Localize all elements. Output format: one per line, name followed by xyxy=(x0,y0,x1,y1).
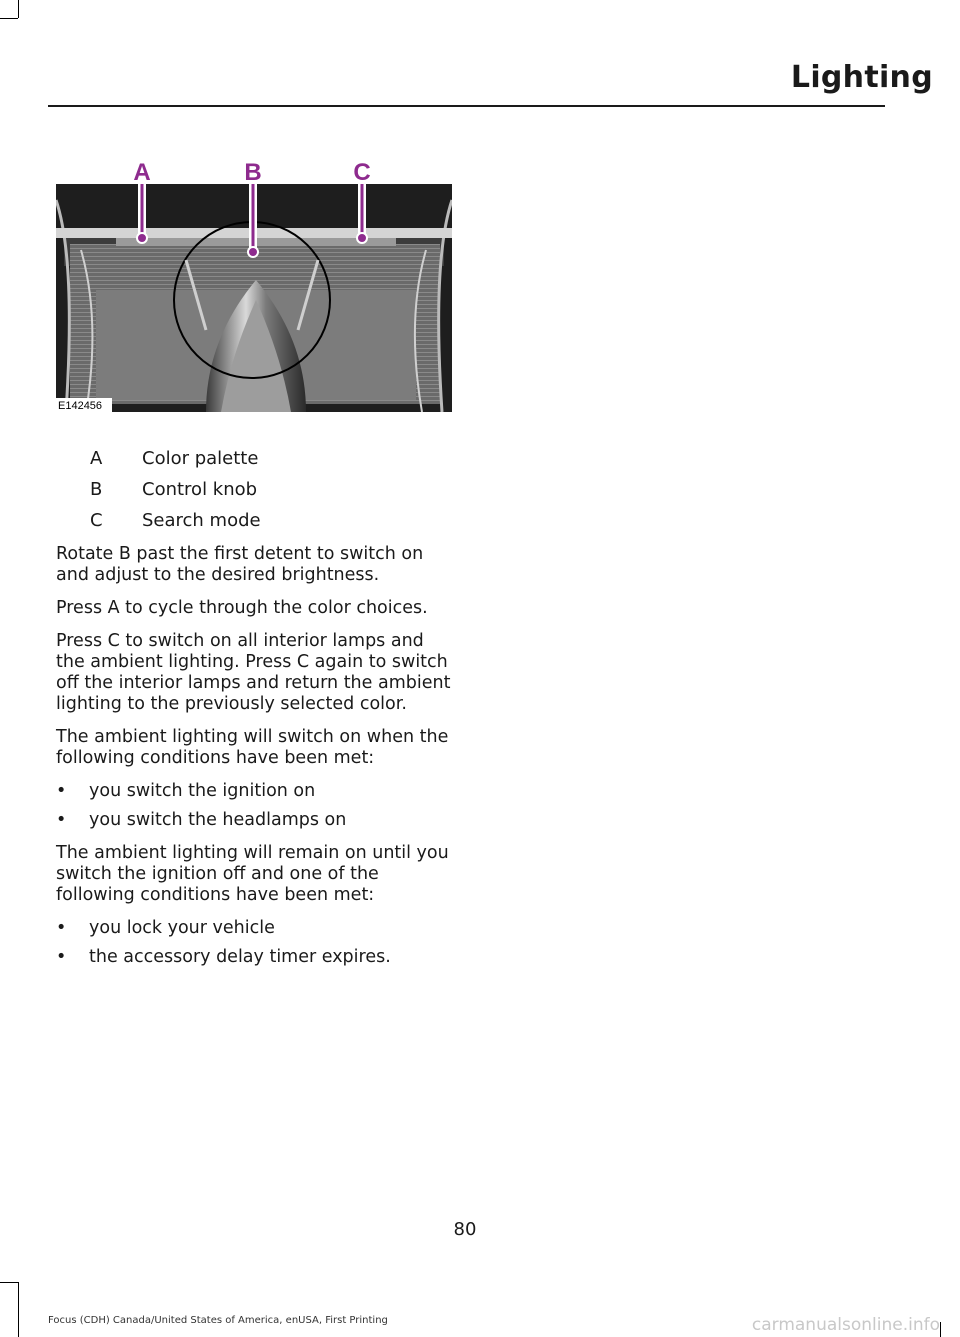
watermark: carmanualsonline.info xyxy=(751,1315,940,1335)
crop-mark-bottom-right-v xyxy=(940,1322,941,1337)
body-text xyxy=(56,544,452,976)
paragraph-switch-on-conditions: The ambient lighting will switch on when the following conditions have been met: xyxy=(56,727,449,768)
legend-key: B xyxy=(90,479,103,500)
legend-label: Control knob xyxy=(142,479,258,500)
list-item-text: the accessory delay timer expires. xyxy=(89,947,391,967)
callout-c: C xyxy=(353,159,371,186)
figure-id: E142456 xyxy=(58,400,103,412)
crop-mark-bottom-left-h xyxy=(0,1282,18,1283)
legend-key: C xyxy=(90,510,103,531)
paragraph-rotate: Rotate B past the first detent to switch on and adjust to the desired brightness. xyxy=(56,544,424,585)
legend-label: Search mode xyxy=(142,510,261,531)
list-item-text: you lock your vehicle xyxy=(89,918,275,938)
list-item-text: you switch the ignition on xyxy=(89,781,316,801)
callout-legend xyxy=(90,443,261,536)
crop-mark-top-left-h xyxy=(0,18,18,19)
page-number: 80 xyxy=(453,1219,477,1240)
legend-key: A xyxy=(90,448,103,469)
overhead-console-illustration xyxy=(56,140,452,412)
bullet-icon: • xyxy=(56,810,67,830)
edition-footer: Focus (CDH) Canada/United States of America, enUSA, First Printing xyxy=(48,1315,388,1326)
bullet-icon: • xyxy=(56,781,67,801)
ambient-lighting-figure xyxy=(56,140,452,412)
paragraph-remain-on-conditions: The ambient lighting will remain on until you switch the ignition off and one of the following conditions have been met: xyxy=(56,843,449,905)
legend-label: Color palette xyxy=(142,448,259,469)
callout-a: A xyxy=(133,159,151,186)
list-item xyxy=(56,810,452,831)
list-item xyxy=(56,947,452,968)
list-item-text: you switch the headlamps on xyxy=(89,810,347,830)
page-title: Lighting xyxy=(790,60,933,95)
list-item xyxy=(56,918,452,939)
callout-b: B xyxy=(244,159,262,186)
paragraph-press-c: Press C to switch on all interior lamps and the ambient lighting. Press C again to switch off the interior lamps and return the ambient lighting to the previously selected color. xyxy=(56,631,451,714)
paragraph-press-a: Press A to cycle through the color choices. xyxy=(56,598,428,618)
title-divider xyxy=(48,105,885,107)
legend-row-a xyxy=(90,443,261,474)
crop-mark-bottom-left-v xyxy=(18,1282,19,1337)
bullet-icon: • xyxy=(56,947,67,967)
crop-mark-top-left-v xyxy=(18,0,19,18)
bullet-icon: • xyxy=(56,918,67,938)
list-item xyxy=(56,781,452,802)
legend-row-b xyxy=(90,474,261,505)
legend-row-c xyxy=(90,505,261,536)
